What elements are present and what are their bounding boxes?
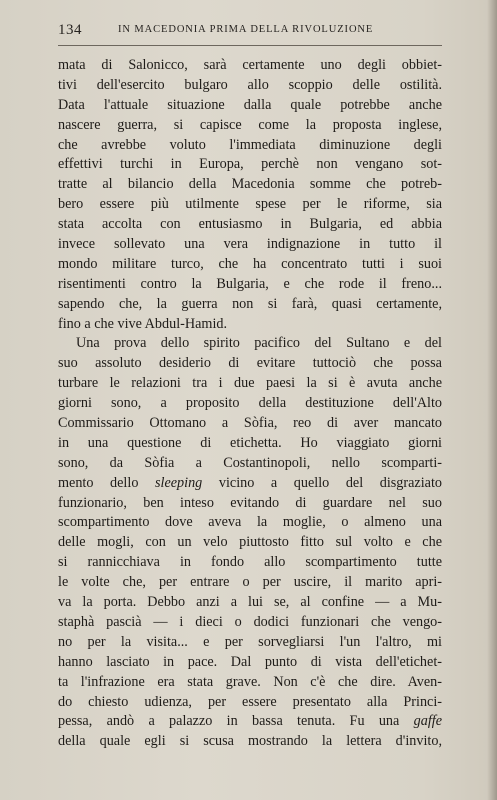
text-line: hanno lasciato in pace. Dal punto di vista dell'etichet- bbox=[58, 653, 442, 670]
text-line: bero essere più utilmente spese per le riforme, sia bbox=[58, 196, 442, 213]
text-line: mento dello sleeping vicino a quello del disgraziato bbox=[58, 474, 442, 491]
text-line: suo assoluto desiderio di evitare tuttociò che possa bbox=[58, 355, 442, 372]
text-line: scompartimento dove aveva la moglie, o almeno una bbox=[58, 514, 442, 531]
text-line: Commissario Ottomano a Sòfia, reo di aver mancato bbox=[58, 415, 442, 432]
text-line: sono, da Sòfia a Costantinopoli, nello scomparti- bbox=[58, 454, 442, 471]
page-number: 134 bbox=[58, 22, 82, 38]
page-header bbox=[58, 22, 453, 42]
text-line: mondo militare turco, che ha concentrato tutti i suoi bbox=[58, 255, 442, 272]
text-line: no per la visita... e per sorvegliarsi l'un l'altro, mi bbox=[58, 633, 442, 650]
text-line: nascere guerra, si capisce come la proposta inglese, bbox=[58, 116, 442, 133]
text-line: giorni sono, a proposito della destituzione dell'Alto bbox=[58, 395, 442, 412]
text-line: pessa, andò a palazzo in bassa tenuta. Fu una gaffe bbox=[58, 713, 442, 730]
running-title: IN MACEDONIA PRIMA DELLA RIVOLUZIONE bbox=[118, 24, 374, 35]
text-line: effettivi turchi in Europa, perchè non vengano sot- bbox=[58, 156, 442, 173]
text-line: funzionario, ben inteso evitando di guardare nel suo bbox=[58, 494, 442, 511]
text-line: ta l'infrazione era stata grave. Non c'è che dire. Aven- bbox=[58, 673, 442, 690]
text-line: delle mogli, con un velo piuttosto fitto sul volto e che bbox=[58, 534, 442, 551]
text-line: della quale egli si scusa mostrando la lettera d'invito, bbox=[58, 733, 442, 750]
text-line: staphà pascià — i dieci o dodici funzionari che vengo- bbox=[58, 613, 442, 630]
text-line: tratte al bilancio della Macedonia somme che potreb- bbox=[58, 176, 442, 193]
body-text bbox=[58, 56, 442, 752]
text-line: turbare le relazioni tra i due paesi la si è avuta anche bbox=[58, 375, 442, 392]
header-rule bbox=[58, 45, 442, 46]
text-line: va la porta. Debbo anzi a lui se, al confine — a Mu- bbox=[58, 594, 442, 611]
text-line: mata di Salonicco, sarà certamente uno degli obbiet- bbox=[58, 57, 442, 73]
text-line: le volte che, per entrare o per uscire, il marito apri- bbox=[58, 574, 442, 591]
text-line: tivi dell'esercito bulgaro allo scoppio delle ostilità. bbox=[58, 76, 442, 93]
text-line: sapendo che, la guerra non si farà, quasi certamente, bbox=[58, 295, 442, 312]
text-line: risentimenti contro la Bulgaria, e che rode il freno... bbox=[58, 275, 442, 292]
text-line: in una questione di etichetta. Ho viaggiato giorni bbox=[58, 434, 442, 451]
text-line: Una prova dello spirito pacifico del Sultano e del bbox=[76, 335, 442, 352]
page-edge-shadow bbox=[487, 0, 497, 800]
text-line: do chiesto udienza, per essere presentato alla Princi- bbox=[58, 693, 442, 710]
text-line: che avrebbe voluto l'immediata diminuzione degli bbox=[58, 136, 442, 153]
text-line: invece sollevato una vera indignazione in tutto il bbox=[58, 236, 442, 253]
text-line: fino a che vive Abdul-Hamid. bbox=[58, 315, 228, 332]
text-line: stata accolta con entusiasmo in Bulgaria, ed abbia bbox=[58, 216, 442, 233]
text-line: Data l'attuale situazione dalla quale potrebbe anche bbox=[58, 96, 442, 113]
text-line: si rannicchiava in fondo allo scompartimento tutte bbox=[58, 554, 442, 571]
